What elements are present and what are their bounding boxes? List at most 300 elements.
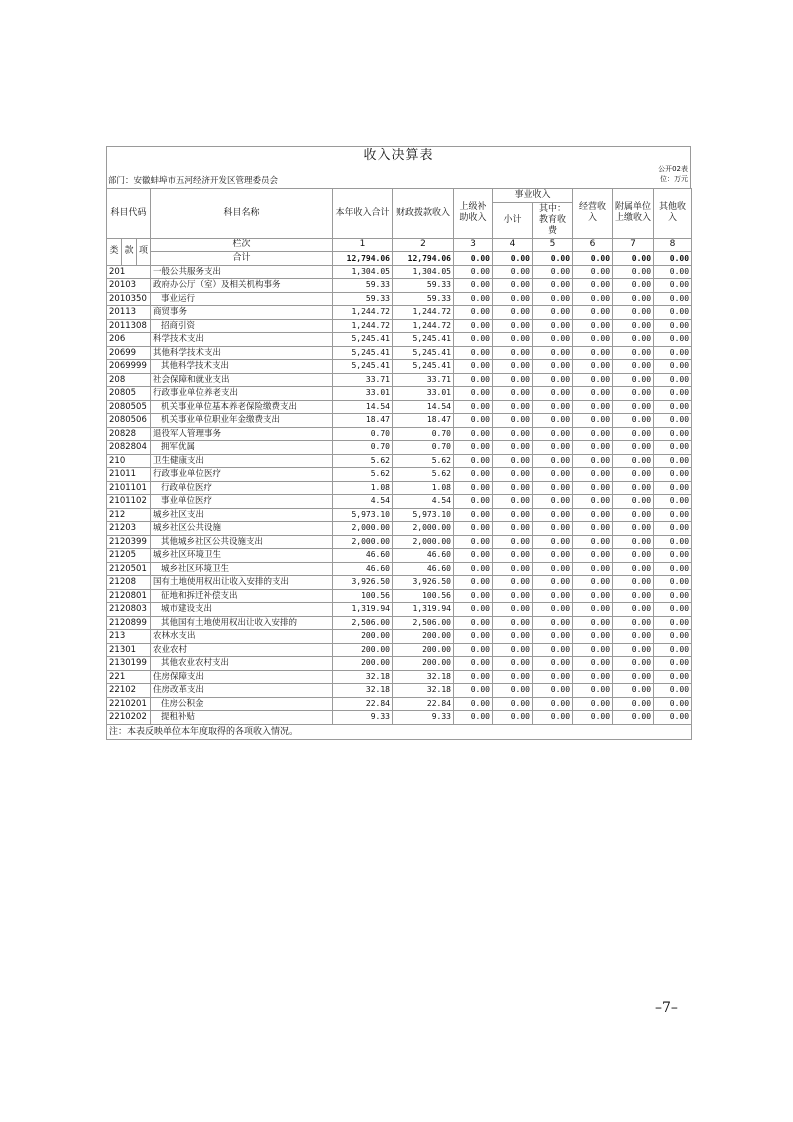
- header-kuan: 款: [122, 238, 137, 265]
- amount-cell: 0.00: [493, 414, 533, 428]
- amount-cell: 1,244.72: [393, 306, 454, 320]
- total-value: 0.00: [613, 252, 654, 266]
- amount-cell: 2,000.00: [393, 535, 454, 549]
- header-business: 事业收入: [493, 189, 573, 203]
- amount-cell: 0.00: [454, 414, 493, 428]
- amount-cell: 0.00: [454, 441, 493, 455]
- amount-cell: 0.00: [454, 535, 493, 549]
- amount-cell: 0.00: [454, 549, 493, 563]
- subject-name: 招商引资: [151, 319, 333, 333]
- amount-cell: 5.62: [393, 454, 454, 468]
- amount-cell: 0.00: [613, 387, 654, 401]
- amount-cell: 0.00: [573, 535, 613, 549]
- amount-cell: 0.00: [533, 319, 573, 333]
- amount-cell: 0.00: [573, 468, 613, 482]
- amount-cell: 2,506.00: [333, 616, 393, 630]
- table-row: [107, 373, 692, 387]
- table-row: [107, 630, 692, 644]
- amount-cell: 0.00: [454, 657, 493, 671]
- amount-cell: 32.18: [333, 670, 393, 684]
- amount-cell: 0.00: [454, 495, 493, 509]
- table-row: [107, 468, 692, 482]
- subject-name: 城市建设支出: [151, 603, 333, 617]
- amount-cell: 0.00: [493, 441, 533, 455]
- amount-cell: 0.00: [533, 657, 573, 671]
- amount-cell: 0.00: [613, 292, 654, 306]
- subject-name: 其他国有土地使用权出让收入安排的: [151, 616, 333, 630]
- amount-cell: 0.00: [613, 535, 654, 549]
- amount-cell: 0.00: [493, 562, 533, 576]
- amount-cell: 0.00: [654, 657, 692, 671]
- amount-cell: 0.00: [573, 279, 613, 293]
- amount-cell: 0.00: [654, 319, 692, 333]
- subject-name: 住房公积金: [151, 697, 333, 711]
- table-row: [107, 589, 692, 603]
- header-code: 科目代码: [107, 189, 151, 239]
- amount-cell: 1,304.05: [393, 265, 454, 279]
- subject-name: 其他城乡社区公共设施支出: [151, 535, 333, 549]
- table-row: [107, 454, 692, 468]
- subject-code: 21011: [107, 468, 151, 482]
- subject-name: 行政事业单位医疗: [151, 468, 333, 482]
- amount-cell: 0.00: [654, 373, 692, 387]
- subject-code: 2101101: [107, 481, 151, 495]
- amount-cell: 0.00: [533, 333, 573, 347]
- amount-cell: 0.00: [493, 387, 533, 401]
- amount-cell: 0.00: [533, 603, 573, 617]
- amount-cell: 0.00: [533, 441, 573, 455]
- header-other: 其他收入: [654, 189, 692, 239]
- amount-cell: 0.00: [533, 562, 573, 576]
- amount-cell: 0.00: [613, 346, 654, 360]
- amount-cell: 0.00: [654, 279, 692, 293]
- amount-cell: 4.54: [393, 495, 454, 509]
- amount-cell: 0.00: [573, 292, 613, 306]
- subject-code: 21205: [107, 549, 151, 563]
- header-education: 其中：教育收费: [533, 202, 573, 238]
- amount-cell: 0.00: [654, 306, 692, 320]
- amount-cell: 0.00: [493, 508, 533, 522]
- amount-cell: 0.00: [573, 265, 613, 279]
- header-operating: 经营收入: [573, 189, 613, 239]
- total-value: 0.00: [493, 252, 533, 266]
- subject-name: 事业运行: [151, 292, 333, 306]
- amount-cell: 0.00: [454, 387, 493, 401]
- amount-cell: 0.00: [533, 265, 573, 279]
- amount-cell: 0.00: [533, 535, 573, 549]
- amount-cell: 4.54: [333, 495, 393, 509]
- subject-name: 国有土地使用权出让收入安排的支出: [151, 576, 333, 590]
- table-row: [107, 400, 692, 414]
- amount-cell: 0.00: [533, 360, 573, 374]
- subject-name: 城乡社区支出: [151, 508, 333, 522]
- amount-cell: 1.08: [333, 481, 393, 495]
- column-number: 1: [333, 238, 393, 252]
- subject-name: 征地和拆迁补偿支出: [151, 589, 333, 603]
- amount-cell: 0.00: [613, 711, 654, 725]
- column-number: 8: [654, 238, 692, 252]
- amount-cell: 0.00: [654, 630, 692, 644]
- total-row: [107, 252, 692, 266]
- subject-name: 退役军人管理事务: [151, 427, 333, 441]
- table-row: [107, 508, 692, 522]
- amount-cell: 1,244.72: [333, 306, 393, 320]
- amount-cell: 33.71: [333, 373, 393, 387]
- amount-cell: 0.00: [533, 522, 573, 536]
- amount-cell: 0.00: [454, 643, 493, 657]
- subject-code: 208: [107, 373, 151, 387]
- amount-cell: 0.00: [454, 360, 493, 374]
- amount-cell: 0.00: [533, 630, 573, 644]
- subject-name: 一般公共服务支出: [151, 265, 333, 279]
- subject-code: 2120899: [107, 616, 151, 630]
- amount-cell: 0.00: [454, 468, 493, 482]
- amount-cell: 0.00: [654, 535, 692, 549]
- amount-cell: 5,973.10: [333, 508, 393, 522]
- amount-cell: 22.84: [393, 697, 454, 711]
- subject-name: 商贸事务: [151, 306, 333, 320]
- subject-code: 2101102: [107, 495, 151, 509]
- amount-cell: 1,244.72: [393, 319, 454, 333]
- amount-cell: 0.00: [493, 306, 533, 320]
- table-row: [107, 481, 692, 495]
- amount-cell: 0.00: [573, 576, 613, 590]
- amount-cell: 0.00: [454, 603, 493, 617]
- amount-cell: 0.00: [493, 265, 533, 279]
- amount-cell: 0.00: [454, 373, 493, 387]
- amount-cell: 0.00: [533, 387, 573, 401]
- amount-cell: 0.00: [533, 414, 573, 428]
- amount-cell: 5.62: [333, 468, 393, 482]
- amount-cell: 0.00: [493, 373, 533, 387]
- amount-cell: 0.00: [533, 468, 573, 482]
- amount-cell: 0.00: [613, 630, 654, 644]
- column-number: 5: [533, 238, 573, 252]
- column-number: 7: [613, 238, 654, 252]
- amount-cell: 0.00: [493, 481, 533, 495]
- amount-cell: 200.00: [333, 643, 393, 657]
- amount-cell: 0.00: [533, 684, 573, 698]
- amount-cell: 5,973.10: [393, 508, 454, 522]
- table-row: [107, 319, 692, 333]
- amount-cell: 0.00: [654, 549, 692, 563]
- amount-cell: 0.00: [493, 711, 533, 725]
- amount-cell: 0.00: [493, 279, 533, 293]
- subject-code: 21301: [107, 643, 151, 657]
- subject-code: 2120501: [107, 562, 151, 576]
- amount-cell: 0.00: [454, 427, 493, 441]
- subject-code: 21208: [107, 576, 151, 590]
- amount-cell: 0.00: [613, 670, 654, 684]
- amount-cell: 0.00: [573, 333, 613, 347]
- amount-cell: 0.00: [533, 373, 573, 387]
- amount-cell: 9.33: [393, 711, 454, 725]
- subject-name: 其他科学技术支出: [151, 360, 333, 374]
- amount-cell: 1,319.94: [393, 603, 454, 617]
- amount-cell: 0.00: [613, 657, 654, 671]
- amount-cell: 0.00: [493, 495, 533, 509]
- subject-name: 机关事业单位基本养老保险缴费支出: [151, 400, 333, 414]
- amount-cell: 0.00: [454, 670, 493, 684]
- total-value: 12,794.06: [393, 252, 454, 266]
- amount-cell: 18.47: [333, 414, 393, 428]
- amount-cell: 0.00: [493, 522, 533, 536]
- amount-cell: 0.00: [573, 454, 613, 468]
- amount-cell: 0.00: [654, 400, 692, 414]
- column-label: 栏次: [151, 238, 333, 252]
- amount-cell: 0.00: [654, 670, 692, 684]
- amount-cell: 0.00: [654, 522, 692, 536]
- table-row: [107, 495, 692, 509]
- amount-cell: 22.84: [333, 697, 393, 711]
- amount-cell: 0.00: [613, 508, 654, 522]
- amount-cell: 3,926.50: [393, 576, 454, 590]
- amount-cell: 0.00: [573, 697, 613, 711]
- amount-cell: 0.00: [493, 643, 533, 657]
- header-name: 科目名称: [151, 189, 333, 239]
- amount-cell: 0.00: [613, 454, 654, 468]
- total-value: 0.00: [454, 252, 493, 266]
- amount-cell: 0.00: [613, 495, 654, 509]
- amount-cell: 0.00: [533, 508, 573, 522]
- subject-code: 212: [107, 508, 151, 522]
- amount-cell: 46.60: [333, 549, 393, 563]
- amount-cell: 2,000.00: [393, 522, 454, 536]
- amount-cell: 5,245.41: [393, 360, 454, 374]
- amount-cell: 200.00: [393, 643, 454, 657]
- table-row: [107, 562, 692, 576]
- subject-code: 213: [107, 630, 151, 644]
- unit-label: 位：万元: [660, 175, 688, 183]
- amount-cell: 0.00: [533, 697, 573, 711]
- amount-cell: 0.00: [654, 427, 692, 441]
- amount-cell: 0.70: [333, 441, 393, 455]
- table-row: [107, 346, 692, 360]
- subject-code: 2210202: [107, 711, 151, 725]
- amount-cell: 0.00: [573, 360, 613, 374]
- table-note: 注：本表反映单位本年度取得的各项收入情况。: [107, 724, 692, 739]
- column-number: 4: [493, 238, 533, 252]
- income-table: [106, 188, 692, 740]
- amount-cell: 0.00: [573, 427, 613, 441]
- table-row: [107, 427, 692, 441]
- amount-cell: 0.00: [454, 711, 493, 725]
- table-title: 收入决算表: [106, 146, 691, 164]
- amount-cell: 0.00: [613, 306, 654, 320]
- amount-cell: 0.00: [613, 279, 654, 293]
- amount-cell: 0.00: [533, 279, 573, 293]
- table-row: [107, 684, 692, 698]
- amount-cell: 0.00: [573, 562, 613, 576]
- subject-name: 提租补贴: [151, 711, 333, 725]
- amount-cell: 0.00: [654, 454, 692, 468]
- table-row: [107, 306, 692, 320]
- amount-cell: 0.00: [454, 346, 493, 360]
- amount-cell: 0.00: [613, 643, 654, 657]
- header-xiang: 项: [137, 238, 151, 265]
- amount-cell: 0.00: [613, 265, 654, 279]
- subject-name: 拥军优属: [151, 441, 333, 455]
- amount-cell: 0.00: [454, 319, 493, 333]
- amount-cell: 14.54: [333, 400, 393, 414]
- amount-cell: 0.00: [654, 360, 692, 374]
- amount-cell: 0.00: [493, 549, 533, 563]
- subject-code: 20699: [107, 346, 151, 360]
- amount-cell: 0.00: [493, 657, 533, 671]
- amount-cell: 0.00: [613, 684, 654, 698]
- amount-cell: 0.00: [493, 360, 533, 374]
- income-statement-sheet: [106, 146, 691, 740]
- table-row: [107, 292, 692, 306]
- amount-cell: 0.70: [333, 427, 393, 441]
- subject-name: 事业单位医疗: [151, 495, 333, 509]
- amount-cell: 0.00: [533, 292, 573, 306]
- amount-cell: 0.00: [613, 697, 654, 711]
- amount-cell: 0.00: [533, 670, 573, 684]
- subject-code: 2120801: [107, 589, 151, 603]
- subject-code: 2080506: [107, 414, 151, 428]
- amount-cell: 0.00: [493, 333, 533, 347]
- amount-cell: 5.62: [333, 454, 393, 468]
- amount-cell: 5,245.41: [333, 333, 393, 347]
- amount-cell: 0.00: [654, 468, 692, 482]
- amount-cell: 0.00: [654, 508, 692, 522]
- table-row: [107, 670, 692, 684]
- amount-cell: 59.33: [393, 292, 454, 306]
- amount-cell: 0.00: [613, 400, 654, 414]
- table-body: [107, 265, 692, 724]
- amount-cell: 2,506.00: [393, 616, 454, 630]
- amount-cell: 0.00: [654, 711, 692, 725]
- amount-cell: 0.00: [573, 630, 613, 644]
- column-number: 3: [454, 238, 493, 252]
- subject-name: 其他科学技术支出: [151, 346, 333, 360]
- subject-code: 20103: [107, 279, 151, 293]
- table-row: [107, 711, 692, 725]
- amount-cell: 0.00: [573, 549, 613, 563]
- subject-name: 其他农业农村支出: [151, 657, 333, 671]
- amount-cell: 0.00: [454, 279, 493, 293]
- amount-cell: 5.62: [393, 468, 454, 482]
- subject-code: 2080505: [107, 400, 151, 414]
- amount-cell: 0.00: [533, 454, 573, 468]
- amount-cell: 14.54: [393, 400, 454, 414]
- table-row: [107, 549, 692, 563]
- subject-name: 城乡社区公共设施: [151, 522, 333, 536]
- table-row: [107, 603, 692, 617]
- amount-cell: 2,000.00: [333, 535, 393, 549]
- amount-cell: 0.00: [654, 684, 692, 698]
- amount-cell: 0.00: [573, 670, 613, 684]
- amount-cell: 0.00: [654, 643, 692, 657]
- subject-code: 2082804: [107, 441, 151, 455]
- amount-cell: 0.00: [573, 387, 613, 401]
- amount-cell: 0.00: [493, 603, 533, 617]
- amount-cell: 33.01: [393, 387, 454, 401]
- amount-cell: 59.33: [393, 279, 454, 293]
- amount-cell: 0.00: [454, 508, 493, 522]
- amount-cell: 0.00: [654, 616, 692, 630]
- amount-cell: 5,245.41: [333, 346, 393, 360]
- table-row: [107, 616, 692, 630]
- total-label: 合计: [151, 252, 333, 266]
- amount-cell: 0.00: [533, 616, 573, 630]
- amount-cell: 0.00: [454, 589, 493, 603]
- amount-cell: 0.00: [573, 400, 613, 414]
- subject-name: 住房改革支出: [151, 684, 333, 698]
- subject-name: 行政事业单位养老支出: [151, 387, 333, 401]
- subject-name: 机关事业单位职业年金缴费支出: [151, 414, 333, 428]
- header-affiliated: 附属单位上缴收入: [613, 189, 654, 239]
- amount-cell: 0.00: [454, 333, 493, 347]
- amount-cell: 59.33: [333, 292, 393, 306]
- amount-cell: 0.00: [613, 522, 654, 536]
- header-lei: 类: [107, 238, 122, 265]
- amount-cell: 0.00: [533, 576, 573, 590]
- amount-cell: 0.00: [454, 400, 493, 414]
- subject-name: 科学技术支出: [151, 333, 333, 347]
- amount-cell: 0.00: [654, 495, 692, 509]
- amount-cell: 9.33: [333, 711, 393, 725]
- subject-code: 20113: [107, 306, 151, 320]
- table-row: [107, 414, 692, 428]
- amount-cell: 0.00: [613, 360, 654, 374]
- header-fiscal: 财政拨款收入: [393, 189, 454, 239]
- header-subtotal: 小计: [493, 202, 533, 238]
- amount-cell: 200.00: [333, 657, 393, 671]
- amount-cell: 0.00: [454, 630, 493, 644]
- amount-cell: 0.00: [654, 562, 692, 576]
- table-row: [107, 265, 692, 279]
- amount-cell: 59.33: [333, 279, 393, 293]
- amount-cell: 0.00: [654, 697, 692, 711]
- amount-cell: 1,304.05: [333, 265, 393, 279]
- table-row: [107, 697, 692, 711]
- amount-cell: 32.18: [393, 684, 454, 698]
- form-code: 公开02表: [658, 165, 688, 173]
- amount-cell: 0.00: [493, 292, 533, 306]
- amount-cell: 0.00: [493, 454, 533, 468]
- subject-name: 社会保障和就业支出: [151, 373, 333, 387]
- amount-cell: 0.00: [654, 346, 692, 360]
- amount-cell: 0.00: [533, 346, 573, 360]
- amount-cell: 0.00: [493, 576, 533, 590]
- subject-code: 201: [107, 265, 151, 279]
- amount-cell: 0.00: [613, 616, 654, 630]
- amount-cell: 5,245.41: [333, 360, 393, 374]
- amount-cell: 18.47: [393, 414, 454, 428]
- subject-code: 20828: [107, 427, 151, 441]
- amount-cell: 32.18: [393, 670, 454, 684]
- subject-code: 2069999: [107, 360, 151, 374]
- amount-cell: 0.00: [454, 697, 493, 711]
- amount-cell: 0.00: [573, 522, 613, 536]
- amount-cell: 0.00: [613, 589, 654, 603]
- amount-cell: 0.00: [573, 414, 613, 428]
- subject-name: 政府办公厅（室）及相关机构事务: [151, 279, 333, 293]
- amount-cell: 0.00: [654, 265, 692, 279]
- amount-cell: 46.60: [393, 549, 454, 563]
- amount-cell: 0.00: [654, 387, 692, 401]
- amount-cell: 0.00: [533, 495, 573, 509]
- table-row: [107, 441, 692, 455]
- amount-cell: 0.00: [654, 481, 692, 495]
- subject-name: 住房保障支出: [151, 670, 333, 684]
- subject-code: 2120399: [107, 535, 151, 549]
- table-row: [107, 360, 692, 374]
- subject-name: 城乡社区环境卫生: [151, 562, 333, 576]
- amount-cell: 0.00: [613, 414, 654, 428]
